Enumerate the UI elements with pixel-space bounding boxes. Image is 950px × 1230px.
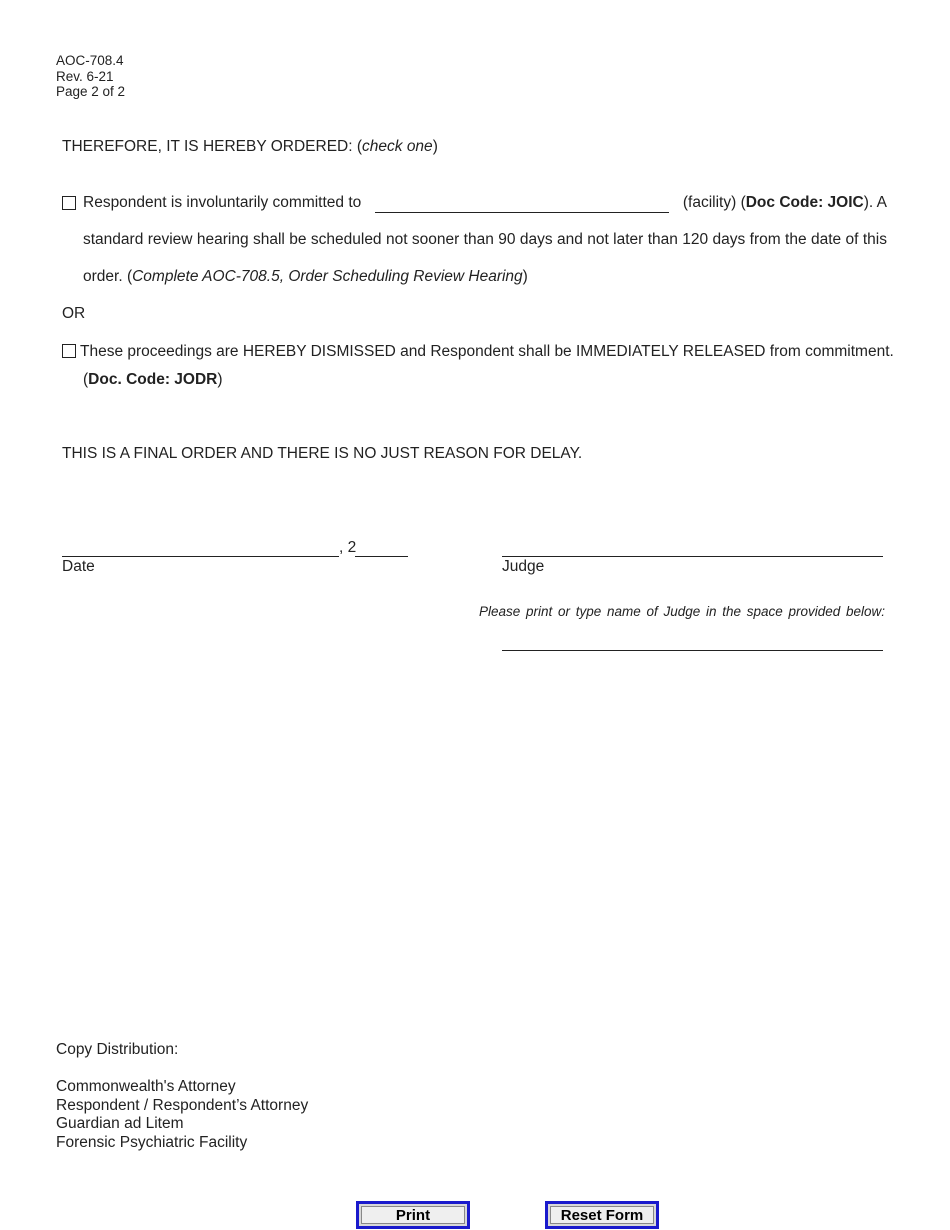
commitment-option-line1: Respondent is involuntarily committed to (facility) (Doc Code: JOIC). A	[83, 194, 887, 211]
print-button[interactable]	[356, 1201, 470, 1229]
commitment-option-line2: standard review hearing shall be scheduled not sooner than 90 days and not later than 120 days from the date of this	[83, 231, 887, 248]
reset-form-button-label: Reset Form	[550, 1206, 654, 1224]
reset-form-button[interactable]	[545, 1201, 659, 1229]
doc-code-joic: Doc Code: JOIC	[745, 194, 864, 211]
facility-field[interactable]	[375, 194, 669, 213]
distribution-item: Commonwealth's Attorney	[56, 1078, 236, 1095]
order-heading: THEREFORE, IT IS HEREBY ORDERED: (check one)	[62, 138, 438, 155]
year-prefix: , 2	[339, 539, 357, 556]
distribution-item: Forensic Psychiatric Facility	[56, 1133, 248, 1151]
final-order-statement: THIS IS A FINAL ORDER AND THERE IS NO JUST REASON FOR DELAY.	[62, 445, 583, 462]
distribution-item: Respondent / Respondent’s Attorney	[56, 1096, 309, 1114]
judge-label: Judge	[502, 558, 545, 575]
dismissal-option-line1: These proceedings are HEREBY DISMISSED and Respondent shall be IMMEDIATELY RELEASED from commitment.	[80, 343, 894, 360]
form-revision: Rev. 6-21	[56, 68, 114, 84]
distribution-list	[56, 1078, 308, 1152]
form-header	[56, 53, 125, 100]
form-number: AOC-708.4	[56, 53, 124, 68]
dismissal-checkbox[interactable]	[62, 344, 76, 358]
doc-code-jodr: Doc. Code: JODR	[88, 371, 218, 388]
judge-signature-line[interactable]	[502, 556, 883, 557]
commitment-text: Respondent is involuntarily committed to	[83, 194, 362, 211]
commitment-checkbox[interactable]	[62, 196, 76, 210]
distribution-item: Guardian ad Litem	[56, 1115, 184, 1132]
copy-distribution-title: Copy Distribution:	[56, 1041, 179, 1058]
date-label: Date	[62, 558, 95, 575]
dismissal-option-line2: (Doc. Code: JODR)	[83, 371, 223, 388]
commitment-option-line3: order. (Complete AOC-708.5, Order Scheduling Review Hearing)	[83, 268, 528, 285]
review-hearing-reference: Complete AOC-708.5, Order Scheduling Review Hearing	[132, 268, 523, 285]
judge-name-field[interactable]	[502, 650, 883, 651]
date-field[interactable]	[62, 556, 339, 557]
or-label: OR	[62, 305, 86, 322]
judge-print-note: Please print or type name of Judge in the space provided below:	[479, 604, 885, 619]
year-field[interactable]	[355, 556, 408, 557]
print-button-label: Print	[361, 1206, 465, 1224]
page-number: Page 2 of 2	[56, 84, 126, 99]
